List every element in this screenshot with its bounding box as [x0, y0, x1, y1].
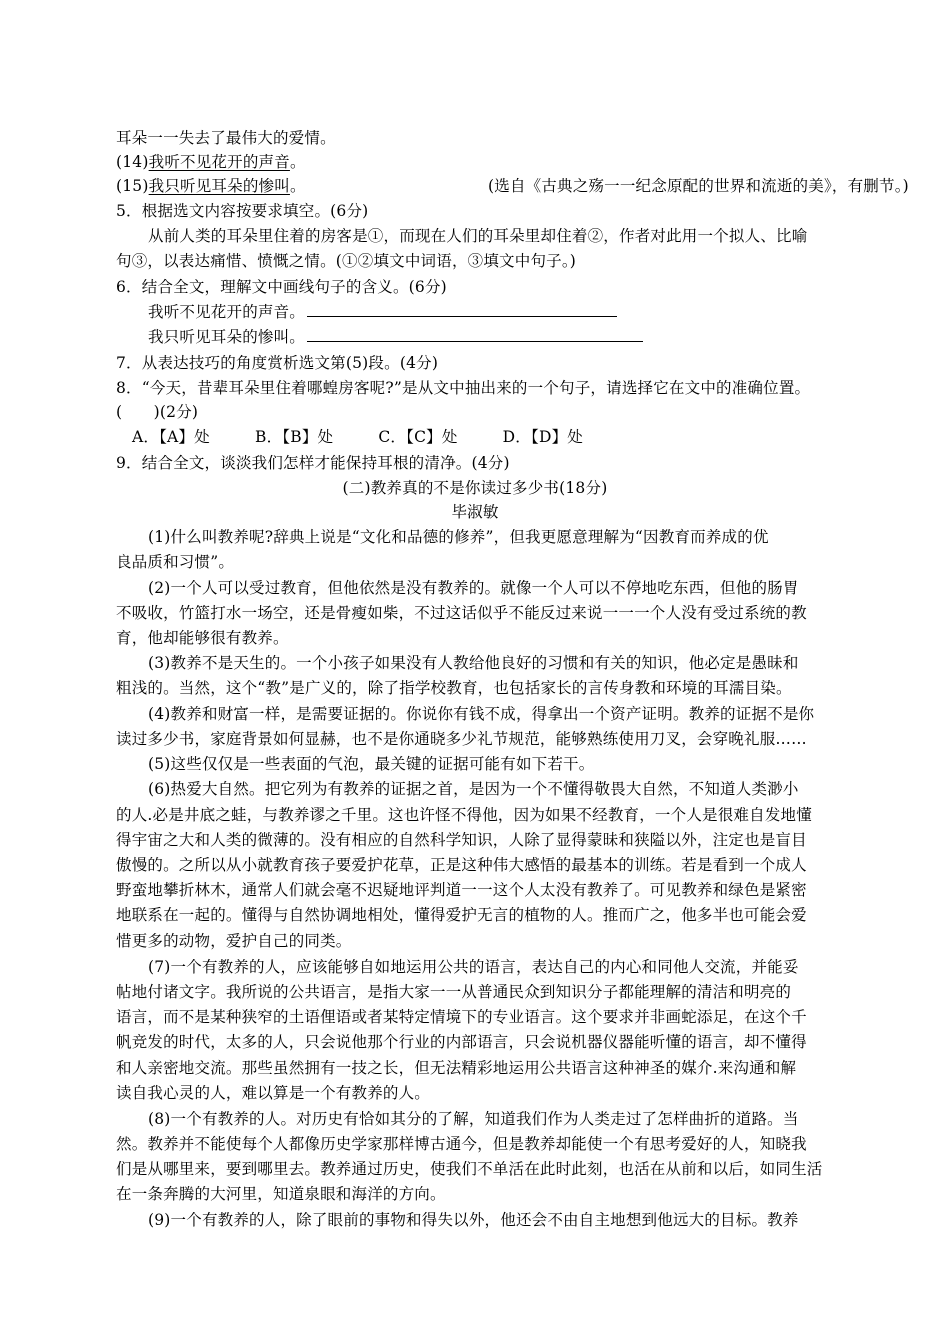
question-6-item — [148, 325, 890, 349]
passage-line-14 — [116, 150, 890, 174]
question-7: 7．从表达技巧的角度赏析选文第(5)段。(4分) — [116, 354, 439, 372]
paragraph-line: 良品质和习惯”。 — [116, 553, 235, 571]
punctuation: 。 — [289, 177, 306, 195]
paragraph-line: 野蛮地攀折林木，通常人们就会毫不迟疑地评判道一一这个人太没有教养了。可见教养和绿色是紧密 — [116, 881, 807, 899]
paragraph-line: (3)教养不是天生的。一个小孩子如果没有人教给他良好的习惯和有关的知识，他必定是愚昧和 — [148, 654, 799, 672]
paragraph-line: 粗浅的。当然，这个“教”是广义的，除了指学校教育，也包括家长的言传身教和环境的耳濡目染。 — [116, 679, 792, 697]
paragraph-line: 帆竞发的时代，太多的人，只会说他那个行业的内部语言，只会说机器仪器能听懂的语言，却不懂得 — [116, 1033, 807, 1051]
paragraph-line: 惜更多的动物，爱护自己的同类。 — [116, 932, 352, 950]
paragraph-line: (5)这些仅仅是一些表面的气泡，最关键的证据可能有如下若干。 — [148, 755, 595, 773]
option-c[interactable]: C．【C】处 — [378, 428, 458, 446]
paragraph-line: (2)一个人可以受过教育，但他依然是没有教养的。就像一个人可以不停地吃东西，但他的肠胃 — [148, 579, 799, 597]
answer-blank[interactable] — [307, 300, 617, 317]
paragraph-line: 育，他却能够很有教养。 — [116, 629, 289, 647]
paragraph-line: 得宇宙之大和人类的微薄的。没有相应的自然科学知识，人除了显得蒙昧和狭隘以外，注定也是盲目 — [116, 831, 807, 849]
option-b[interactable]: B．【B】处 — [254, 428, 334, 446]
punctuation: 。 — [289, 153, 306, 171]
paragraph-line: (4)教养和财富一样，是需要证据的。你说你有钱不成，得拿出一个资产证明。教养的证据不是你 — [148, 705, 815, 723]
question-5-text: 从前人类的耳朵里住着的房客是①，而现在人们的耳朵里却住着②，作者对此用一个拟人、比喻 — [148, 227, 808, 245]
underlined-sentence: 我听不见花开的声音 — [148, 153, 290, 171]
paragraph-line: 读过多少书，家庭背景如何显赫，也不是你通晓多少礼节规范，能够熟练使用刀叉，会穿晚礼服…… — [116, 730, 807, 748]
question-6-item — [148, 300, 890, 324]
paragraph-line: 的人.必是井底之蛙，与教养谬之千里。这也许怪不得他，因为如果不经教育，一个人是很难自发地懂 — [116, 806, 812, 824]
paragraph-line: (9)一个有教养的人，除了眼前的事物和得失以外，他还会不由自主地想到他远大的目标。教养 — [148, 1211, 799, 1229]
passage-line: 耳朵一一失去了最伟大的爱情。 — [116, 129, 336, 147]
paragraph-line: 在一条奔腾的大河里，知道泉眼和海洋的方向。 — [116, 1185, 446, 1203]
paragraph-line: (6)热爱大自然。把它列为有教养的证据之首，是因为一个不懂得敬畏大自然，不知道人类渺小 — [148, 780, 799, 798]
source-citation: (选自《古典之殇一一纪念原配的世界和流逝的美》，有删节。) — [488, 177, 909, 195]
answer-blank[interactable] — [307, 325, 643, 342]
question-6: 6．结合全文，理解文中画线句子的含义。(6分) — [116, 278, 447, 296]
paragraph-line: 们是从哪里来，要到哪里去。教养通过历史，使我们不单活在此时此刻，也活在从前和以后，如同生活 — [116, 1160, 823, 1178]
question-9: 9．结合全文，谈淡我们怎样才能保持耳根的清净。(4分) — [116, 454, 510, 472]
question-8-answer[interactable]: ( )(2分) — [116, 403, 199, 421]
question-5: 5．根据选文内容按要求填空。(6分) — [116, 202, 369, 220]
paragraph-number: (14) — [116, 153, 149, 171]
article-title: (二)教养真的不是你读过多少书(18分) — [342, 479, 608, 497]
question-6-sentence: 我听不见花开的声音。 — [148, 303, 306, 321]
question-6-sentence: 我只听见耳朵的惨叫。 — [148, 328, 306, 346]
paragraph-line: 地联系在一起的。懂得与自然协调地相处，懂得爱护无言的植物的人。推而广之，他多半也可能会爱 — [116, 906, 807, 924]
paragraph-line: 然。教养并不能使每个人都像历史学家那样博古通今，但是教养却能使一个有思考爱好的人，知晓我 — [116, 1135, 807, 1153]
paragraph-line: 语言，而不是某种狭窄的土语俚语或者某特定情境下的专业语言。这个要求并非画蛇添足，在这个千 — [116, 1008, 807, 1026]
question-8-options — [132, 425, 890, 449]
question-8: 8．“今天，昔辈耳朵里住着哪蝗房客呢?”是从文中抽出来的一个句子，请选择它在文中的准确位置。 — [116, 379, 811, 397]
passage-line-15 — [116, 174, 909, 198]
option-a[interactable]: A．【A】处 — [132, 428, 210, 446]
paragraph-number: (15) — [116, 177, 149, 195]
underlined-sentence: 我只听见耳朵的惨叫 — [148, 177, 290, 195]
paragraph-line: 帖地付诸文字。我所说的公共语言，是指大家一一从普通民众到知识分子都能理解的清洁和明亮的 — [116, 983, 792, 1001]
paragraph-line: 和人亲密地交流。那些虽然拥有一技之长，但无法精彩地运用公共语言这种神圣的媒介.来沟通和解 — [116, 1059, 797, 1077]
paragraph-line: 傲慢的。之所以从小就教育孩子要爱护花草，正是这种伟大感悟的最基本的训练。若是看到一个成人 — [116, 856, 807, 874]
article-author: 毕淑敏 — [451, 503, 499, 521]
paragraph-line: (8)一个有教养的人。对历史有恰如其分的了解，知道我们作为人类走过了怎样曲折的道路。当 — [148, 1110, 799, 1128]
paragraph-line: 不吸收，竹篮打水一场空，还是骨瘦如柴，不过这话似乎不能反过来说一一一个人没有受过系统的教 — [116, 604, 807, 622]
option-d[interactable]: D．【D】处 — [502, 428, 583, 446]
paragraph-line: (7)一个有教养的人，应该能够自如地运用公共的语言，表达自己的内心和同他人交流，并能妥 — [148, 958, 799, 976]
question-5-text: 句③，以表达痛惜、愤慨之情。(①②填文中词语，③填文中句子。) — [116, 252, 577, 270]
paragraph-line: 读自我心灵的人，难以算是一个有教养的人。 — [116, 1084, 431, 1102]
paragraph-line: (1)什么叫教养呢?辞典上说是“文化和品德的修养”，但我更愿意理解为“因教育而养成的优 — [148, 528, 769, 546]
